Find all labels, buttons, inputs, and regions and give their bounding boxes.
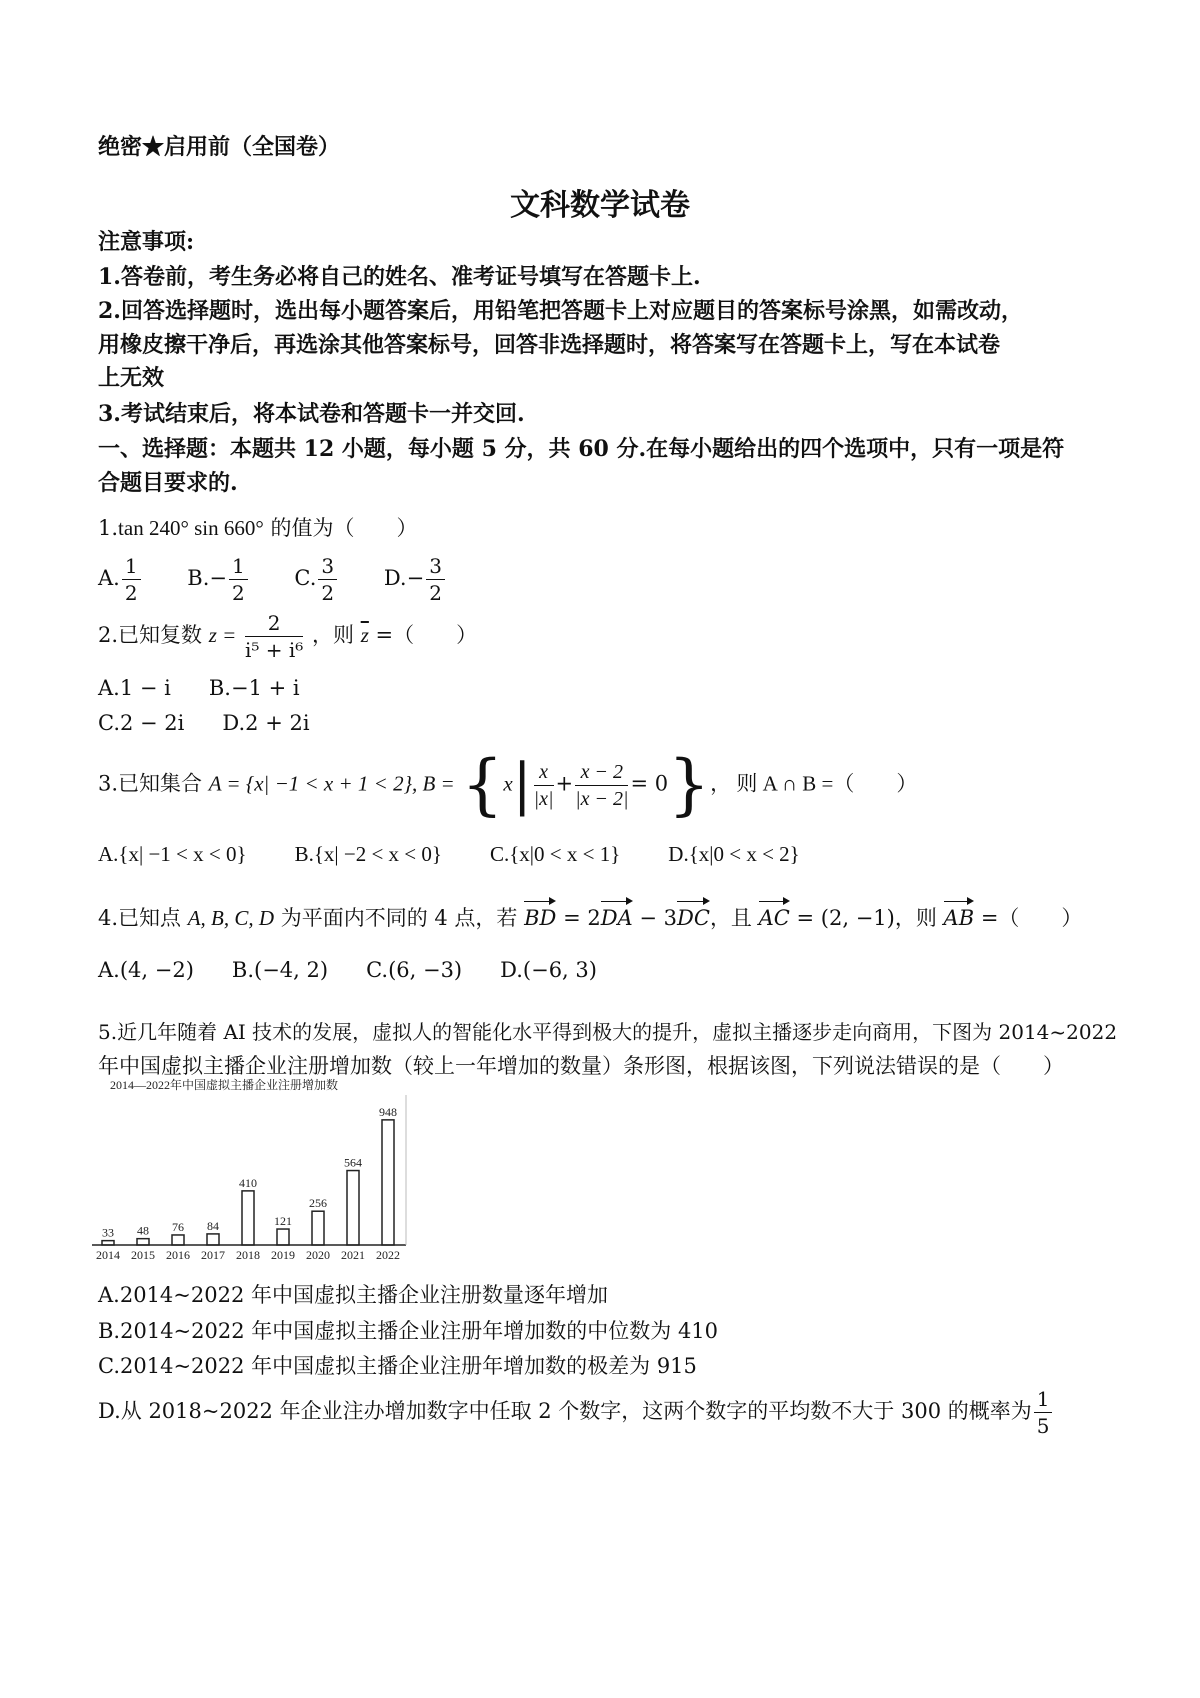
tick-label-2021: 2021 (341, 1248, 365, 1262)
q1-option-d: D.− $\frac{3}{2}$ (384, 553, 447, 606)
q2-option-a: A.1 − i (98, 676, 171, 700)
q4-eq: = 2 (556, 906, 601, 930)
question-2 (98, 610, 477, 663)
q3-suffix: ， 则 A ∩ B =（ ） (710, 771, 918, 796)
q5-option-d (98, 1386, 1054, 1439)
data-label-2014: 33 (102, 1225, 114, 1240)
bar-2015 (137, 1239, 149, 1245)
q2-option-c: C.2 − 2i (98, 711, 185, 735)
bar-chart (90, 1075, 410, 1270)
tick-label-2017: 2017 (201, 1248, 225, 1262)
data-label-2021: 564 (344, 1155, 362, 1170)
q2-option-d: D.2 + 2i (222, 711, 310, 735)
q3-option-c: C.{x|0 < x < 1} (489, 842, 621, 866)
q3-fraction-1: $\frac{x}{|x|}$ (533, 760, 554, 810)
notice-heading: 注意事项: (98, 229, 195, 255)
q5-option-c: C.2014~2022 年中国虚拟主播企业注册年增加数的极差为 915 (98, 1354, 697, 1378)
bar-2020 (312, 1211, 324, 1245)
q3-plus: + (555, 771, 574, 796)
tick-label-2020: 2020 (306, 1248, 330, 1262)
q1-option-a: A. $\frac{1}{2}$ (98, 553, 143, 606)
q1-expression: tan 240° sin 660° (118, 516, 264, 540)
q3-set-a: A = {x| −1 < x + 1 < 2}, B = (208, 771, 455, 796)
data-label-2022: 948 (379, 1104, 397, 1119)
q5-line-2: 年中国虚拟主播企业注册增加数（较上一年增加的数量）条形图，根据该图，下列说法错误的是（ ） (98, 1054, 1064, 1078)
bar-2019 (277, 1229, 289, 1245)
q1-suffix: 的值为（ ） (263, 516, 418, 540)
q4-mid-2: ，且 (709, 906, 759, 930)
q4-minus: − 3 (632, 906, 678, 930)
q4-vector-da: DA (601, 898, 633, 930)
bar-2017 (207, 1234, 219, 1245)
q2-lhs: z = (208, 623, 237, 647)
q2-options-row-2 (98, 711, 348, 735)
chart-title: 2014—2022年中国虚拟主播企业注册增加数 (110, 1078, 339, 1092)
q3-x: x (503, 771, 513, 796)
q2-option-b: B.−1 + i (208, 676, 300, 700)
bar-2022 (382, 1120, 394, 1245)
section-1-line-2: 合题目要求的. (98, 470, 238, 496)
q4-mid-1: 为平面内不同的 4 点，若 (274, 906, 525, 930)
bar-2016 (172, 1235, 184, 1245)
notice-item-1: 1.答卷前，考生务必将自己的姓名、准考证号填写在答题卡上. (98, 264, 701, 290)
question-1 (98, 512, 417, 542)
data-label-2015: 48 (137, 1223, 149, 1238)
q4-prefix: 4.已知点 (98, 906, 188, 930)
bar-2021 (347, 1171, 359, 1245)
q4-option-d: D.(−6, 3) (500, 958, 597, 982)
q4-option-a: A.(4, −2) (98, 958, 194, 982)
q2-prefix: 2.已知复数 (98, 623, 209, 647)
notice-item-3: 3.考试结束后，将本试卷和答题卡一并交回. (98, 401, 525, 427)
q5-option-a: A.2014~2022 年中国虚拟主播企业注册数量逐年增加 (98, 1283, 608, 1307)
notice-item-2-line-2: 用橡皮擦干净后，再选涂其他答案标号，回答非选择题时，将答案写在答题卡上，写在本试卷 (98, 332, 1001, 358)
page-title: 文科数学试卷 (510, 188, 690, 223)
q2-mid: ，则 (312, 623, 361, 647)
q5-option-d-fraction: $\frac{1}{5}$ (1034, 1386, 1053, 1439)
q3-left-brace: { (461, 746, 504, 823)
q1-prefix: 1. (98, 516, 119, 540)
q2-rhs: =（ ） (368, 623, 478, 647)
q4-suffix: =（ ） (974, 906, 1083, 930)
q2-fraction: $\frac{2}{\text{i⁵ + i⁶}}$ (245, 611, 304, 662)
notice-item-2-line-3: 上无效 (98, 365, 165, 391)
q3-prefix: 3.已知集合 (98, 771, 209, 796)
q4-points: A, B, C, D (187, 906, 275, 930)
q1-option-c: C. $\frac{3}{2}$ (294, 553, 339, 606)
question-4 (98, 898, 1082, 932)
q4-vector-dc: DC (677, 898, 710, 930)
tick-label-2016: 2016 (166, 1248, 190, 1262)
q1-option-b: B.− $\frac{1}{2}$ (187, 553, 249, 606)
notice-item-2-line-1: 2.回答选择题时，选出每小题答案后，用铅笔把答题卡上对应题目的答案标号涂黑，如需改动， (98, 298, 1023, 324)
tick-label-2018: 2018 (236, 1248, 260, 1262)
q3-right-brace: } (668, 746, 711, 823)
data-label-2019: 121 (274, 1214, 292, 1229)
q3-option-a: A.{x| −1 < x < 0} (98, 842, 247, 866)
q4-vector-ab: AB (944, 898, 975, 930)
q3-eq0: = 0 (630, 771, 669, 796)
q3-fraction-2: $\frac{x - 2}{|x - 2|}$ (575, 760, 629, 810)
q5-option-d-text: D.从 2018~2022 年企业注办增加数字中任取 2 个数字，这两个数字的平均数不大于 300 的概率为 (98, 1399, 1032, 1423)
q4-option-b: B.(−4, 2) (231, 958, 329, 982)
q2-options-row-1 (98, 676, 338, 700)
question-3 (98, 746, 918, 823)
bar-2018 (242, 1191, 254, 1245)
q4-ac-value: = (2, −1) (789, 906, 895, 930)
q4-option-c: C.(6, −3) (366, 958, 463, 982)
tick-label-2022: 2022 (376, 1248, 400, 1262)
q3-option-b: B.{x| −2 < x < 0} (294, 842, 442, 866)
q4-vector-bd: BD (524, 898, 556, 930)
q3-bar: | (512, 752, 532, 817)
data-label-2018: 410 (239, 1175, 257, 1190)
q5-line-1: 5.近几年随着 AI 技术的发展，虚拟人的智能化水平得到极大的提升，虚拟主播逐步走向商用，下图为 2014~2022 (98, 1020, 1118, 1044)
q1-options (98, 553, 485, 606)
section-1-line-1: 一、选择题：本题共 12 小题，每小题 5 分，共 60 分.在每小题给出的四个选项中，只有一项是符 (98, 436, 1065, 462)
data-label-2016: 76 (172, 1219, 184, 1234)
q4-options (98, 958, 635, 982)
q4-mid-3: ，则 (894, 906, 944, 930)
tick-label-2014: 2014 (96, 1248, 120, 1262)
q2-zbar: $\overline{z}$ (360, 623, 369, 647)
q3-options (98, 842, 838, 867)
tick-label-2015: 2015 (131, 1248, 155, 1262)
tick-label-2019: 2019 (271, 1248, 295, 1262)
secret-label: 绝密★启用前（全国卷） (98, 134, 341, 160)
data-label-2017: 84 (207, 1218, 219, 1233)
q3-option-d: D.{x|0 < x < 2} (668, 842, 800, 866)
data-label-2020: 256 (309, 1196, 327, 1211)
q5-option-b: B.2014~2022 年中国虚拟主播企业注册年增加数的中位数为 410 (98, 1319, 719, 1343)
q4-vector-ac: AC (759, 898, 790, 930)
